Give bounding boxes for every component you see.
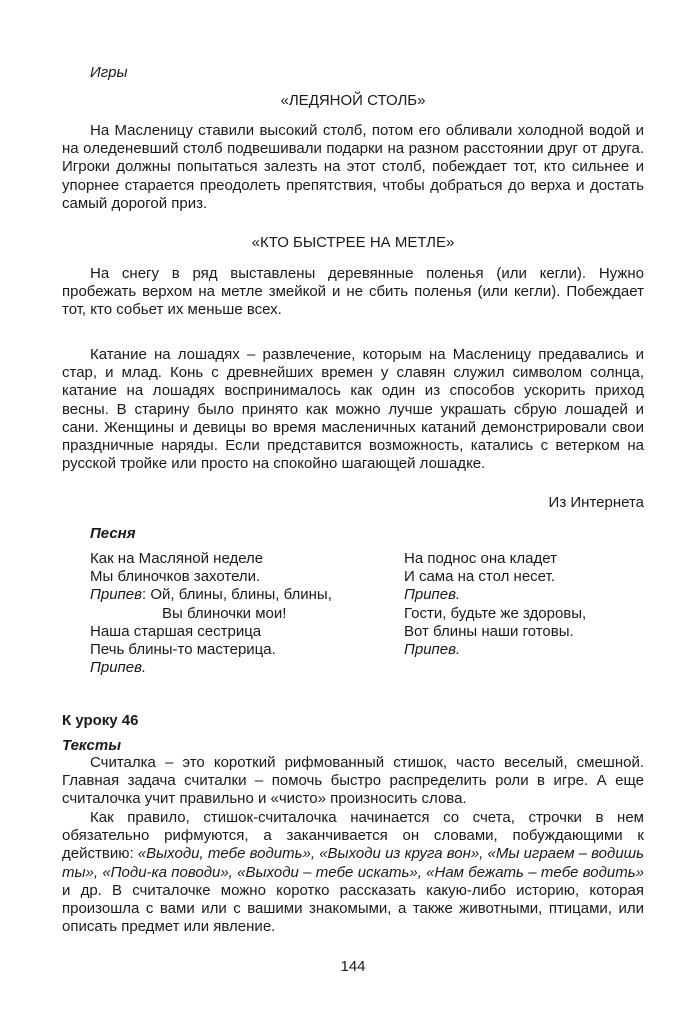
lesson-heading: К уроку 46	[62, 712, 139, 729]
song-line: Наша старшая сестрица	[90, 622, 262, 640]
song-column-right	[404, 550, 586, 659]
paragraph-text: и др. В считалочке можно коротко рассказать какую-либо историю, которая произошла с вами или с вашими знакомыми, а также животными, птицами, или описать предмет или явление.	[62, 881, 644, 936]
game2-title: «КТО БЫСТРЕЕ НА МЕТЛЕ»	[251, 234, 455, 251]
game1-title: «ЛЕДЯНОЙ СТОЛБ»	[280, 92, 426, 109]
song-line: Как на Масляной неделе	[90, 550, 264, 567]
song-line: На поднос она кладет	[404, 550, 557, 567]
chorus-label: Припев	[90, 586, 142, 604]
song-line: И сама на стол несет.	[404, 568, 555, 586]
lesson-paragraph-1: Считалка – это короткий рифмованный стишок, часто веселый, смешной. Главная задача считалки – помочь быстро распределить роли в игре. А еще считалочка учит правильно и «чисто» произносить слова.	[62, 754, 644, 808]
paragraph-text: Как правило, стишок-считалочка начинается со счета, строчки в нем обязательно рифмуются, а заканчивается он словами, побуждающими к действию:	[62, 809, 644, 863]
chorus-label: Припев.	[404, 641, 461, 659]
lesson-paragraph-2	[62, 809, 644, 936]
page-number: 144	[340, 958, 366, 975]
section-label: Игры	[90, 64, 128, 81]
song-line: Вот блины наши готовы.	[404, 622, 574, 640]
source-note: Из Интернета	[548, 494, 644, 511]
song-line: Гости, будьте же здоровы,	[404, 604, 587, 622]
song-line: Мы блиночков захотели.	[90, 568, 261, 586]
chorus-label: Припев.	[404, 586, 461, 604]
lesson-subheading: Тексты	[62, 737, 122, 754]
song-line: Печь блины-то мастерица.	[90, 641, 276, 659]
song-title: Песня	[90, 525, 136, 542]
chorus-label: Припев.	[90, 659, 147, 677]
song-line: Вы блиночки мои!	[162, 604, 287, 622]
game2-text: На снегу в ряд выставлены деревянные поленья (или кегли). Нужно пробежать верхом на метле змейкой и не сбить поленья (или кегли). Побеждает тот, кто собьет их меньше всех.	[62, 265, 644, 319]
song-line-text: : Ой, блины, блины, блины,	[141, 586, 332, 604]
song-line	[90, 586, 332, 604]
example-phrases: «Выходи, тебе водить», «Выходи из круга вон», «Мы играем – водишь ты», «Поди-ка поводи», «Выходи – тебе искать», «Нам бежать – тебе водить»	[62, 845, 644, 881]
game1-text: На Масленицу ставили высокий столб, потом его обливали холодной водой и на оледеневший столб подвешивали подарки на разном расстоянии друг от друга. Игроки должны попытаться залезть на этот столб, побеждает тот, кто сильнее и упорнее старается преодолеть препятствия, чтобы добраться до верха и достать самый дорогой приз.	[62, 122, 644, 212]
song-column-left	[90, 550, 332, 677]
horse-riding-text: Катание на лошадях – развлечение, которым на Масленицу предавались и стар, и млад. Конь с древнейших времен у славян служил символом солнца, катание на лошадях воспринималось как один из способов ускорить приход весны. В старину было принято как можно лучше украшать сбрую лошадей и сани. Женщины и девицы во время масленичных катаний демонстрировали свои праздничные наряды. Если представится возможность, катались с ветерком на русской тройке или просто на спокойно шагающей лошадке.	[62, 346, 644, 473]
